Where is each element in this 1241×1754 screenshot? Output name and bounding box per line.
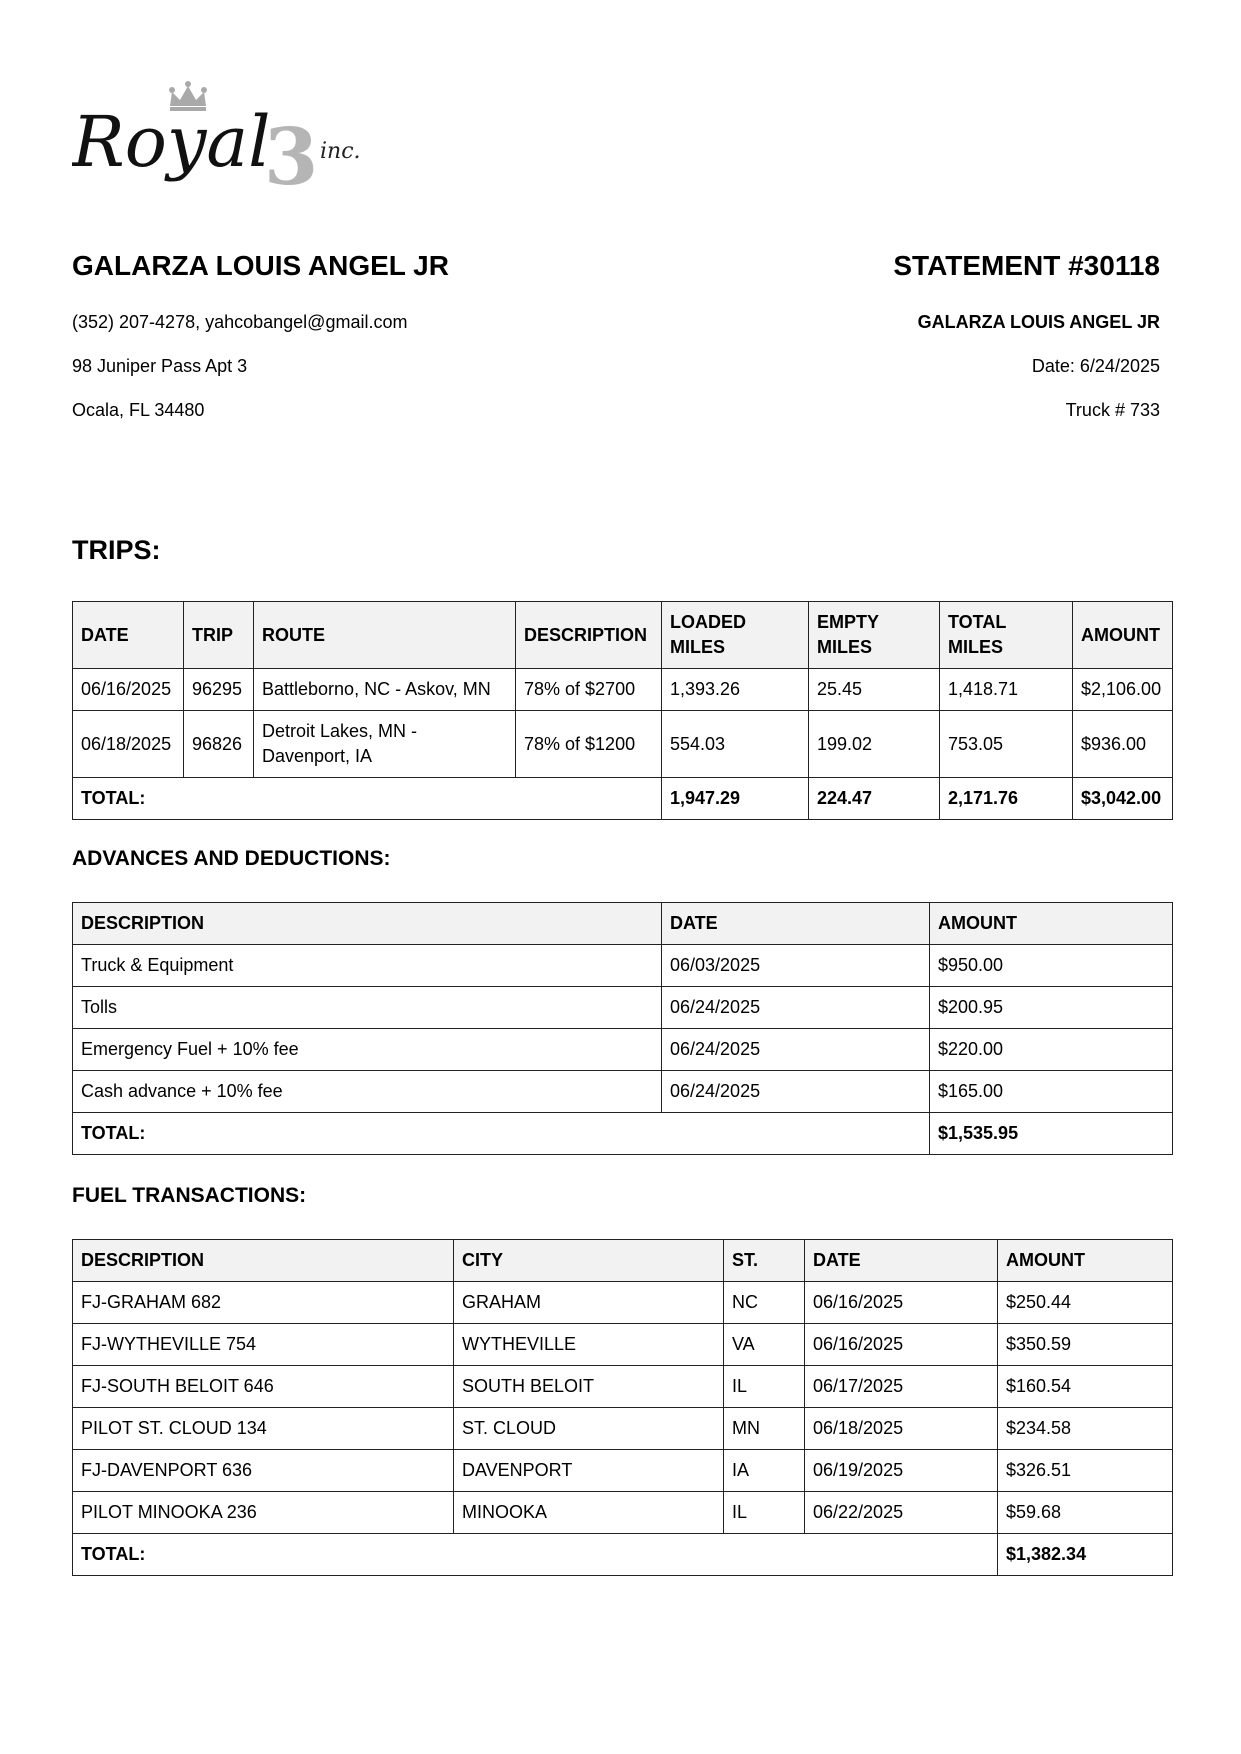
trip-loaded-miles: 554.03 <box>662 711 809 778</box>
fuel-description: FJ-GRAHAM 682 <box>73 1282 454 1324</box>
table-header-row <box>73 1240 1173 1282</box>
table-row <box>73 1366 1173 1408</box>
statement-truck: Truck # 733 <box>1065 400 1160 420</box>
fuel-description: FJ-DAVENPORT 636 <box>73 1450 454 1492</box>
trip-description: 78% of $2700 <box>516 669 662 711</box>
fuel-amount: $59.68 <box>998 1492 1173 1534</box>
driver-address-line2: Ocala, FL 34480 <box>72 400 205 420</box>
column-header: DESCRIPTION <box>73 1240 454 1282</box>
total-label: TOTAL: <box>73 1534 998 1576</box>
trip-empty-miles: 25.45 <box>809 669 940 711</box>
trip-total-miles: 753.05 <box>940 711 1073 778</box>
table-row <box>73 1492 1173 1534</box>
deduction-date: 06/24/2025 <box>662 1029 930 1071</box>
column-header: DESCRIPTION <box>516 602 662 669</box>
fuel-amount: $250.44 <box>998 1282 1173 1324</box>
company-logo <box>72 76 392 194</box>
fuel-city: MINOOKA <box>454 1492 724 1534</box>
trip-route: Detroit Lakes, MN - Davenport, IA <box>254 711 516 778</box>
trip-number: 96295 <box>184 669 254 711</box>
svg-text:3: 3 <box>264 112 319 194</box>
deductions-table <box>72 902 1173 1155</box>
table-row <box>73 1324 1173 1366</box>
table-row <box>73 987 1173 1029</box>
column-header: DATE <box>805 1240 998 1282</box>
trips-table <box>72 601 1173 820</box>
table-header-row <box>73 602 1173 669</box>
trip-date: 06/18/2025 <box>73 711 184 778</box>
column-header: DESCRIPTION <box>73 903 662 945</box>
fuel-description: PILOT MINOOKA 236 <box>73 1492 454 1534</box>
fuel-date: 06/16/2025 <box>805 1282 998 1324</box>
fuel-state: NC <box>724 1282 805 1324</box>
fuel-date: 06/22/2025 <box>805 1492 998 1534</box>
fuel-amount: $234.58 <box>998 1408 1173 1450</box>
column-header: EMPTY MILES <box>809 602 940 669</box>
column-header: TRIP <box>184 602 254 669</box>
statement-driver-name: GALARZA LOUIS ANGEL JR <box>917 312 1160 332</box>
trip-route: Battleborno, NC - Askov, MN <box>254 669 516 711</box>
column-header: ROUTE <box>254 602 516 669</box>
column-header: ST. <box>724 1240 805 1282</box>
column-header: DATE <box>662 903 930 945</box>
trip-amount: $2,106.00 <box>1073 669 1173 711</box>
fuel-city: SOUTH BELOIT <box>454 1366 724 1408</box>
fuel-city: DAVENPORT <box>454 1450 724 1492</box>
statement-title: STATEMENT #30118 <box>893 250 1160 281</box>
table-row <box>73 1071 1173 1113</box>
trip-date: 06/16/2025 <box>73 669 184 711</box>
column-header: AMOUNT <box>998 1240 1173 1282</box>
fuel-table <box>72 1239 1173 1576</box>
total-loaded-miles: 1,947.29 <box>662 778 809 820</box>
fuel-date: 06/19/2025 <box>805 1450 998 1492</box>
fuel-date: 06/18/2025 <box>805 1408 998 1450</box>
fuel-date: 06/16/2025 <box>805 1324 998 1366</box>
table-total-row <box>73 1534 1173 1576</box>
trip-amount: $936.00 <box>1073 711 1173 778</box>
column-header: LOADED MILES <box>662 602 809 669</box>
driver-name-heading: GALARZA LOUIS ANGEL JR <box>72 250 449 281</box>
fuel-city: GRAHAM <box>454 1282 724 1324</box>
table-row <box>73 711 1173 778</box>
fuel-description: PILOT ST. CLOUD 134 <box>73 1408 454 1450</box>
trip-number: 96826 <box>184 711 254 778</box>
column-header: DATE <box>73 602 184 669</box>
fuel-amount: $350.59 <box>998 1324 1173 1366</box>
total-label: TOTAL: <box>73 778 662 820</box>
column-header: AMOUNT <box>930 903 1173 945</box>
total-amount: $3,042.00 <box>1073 778 1173 820</box>
deduction-date: 06/24/2025 <box>662 987 930 1029</box>
deduction-amount: $165.00 <box>930 1071 1173 1113</box>
total-miles: 2,171.76 <box>940 778 1073 820</box>
trip-loaded-miles: 1,393.26 <box>662 669 809 711</box>
table-row <box>73 1408 1173 1450</box>
trip-description: 78% of $1200 <box>516 711 662 778</box>
table-total-row <box>73 1113 1173 1155</box>
fuel-state: IL <box>724 1492 805 1534</box>
fuel-state: IL <box>724 1366 805 1408</box>
total-label: TOTAL: <box>73 1113 930 1155</box>
deductions-heading: ADVANCES AND DEDUCTIONS: <box>72 847 391 870</box>
column-header: AMOUNT <box>1073 602 1173 669</box>
fuel-amount: $326.51 <box>998 1450 1173 1492</box>
deduction-description: Cash advance + 10% fee <box>73 1071 662 1113</box>
fuel-state: MN <box>724 1408 805 1450</box>
deduction-description: Emergency Fuel + 10% fee <box>73 1029 662 1071</box>
total-amount: $1,382.34 <box>998 1534 1173 1576</box>
table-row <box>73 669 1173 711</box>
statement-date: Date: 6/24/2025 <box>1031 356 1160 376</box>
table-row <box>73 945 1173 987</box>
driver-contact: (352) 207-4278, yahcobangel@gmail.com <box>72 312 408 332</box>
fuel-state: VA <box>724 1324 805 1366</box>
fuel-date: 06/17/2025 <box>805 1366 998 1408</box>
fuel-description: FJ-WYTHEVILLE 754 <box>73 1324 454 1366</box>
deduction-amount: $950.00 <box>930 945 1173 987</box>
deduction-date: 06/24/2025 <box>662 1071 930 1113</box>
column-header: TOTAL MILES <box>940 602 1073 669</box>
table-row <box>73 1282 1173 1324</box>
fuel-city: ST. CLOUD <box>454 1408 724 1450</box>
trip-empty-miles: 199.02 <box>809 711 940 778</box>
deduction-date: 06/03/2025 <box>662 945 930 987</box>
driver-address-line1: 98 Juniper Pass Apt 3 <box>72 356 248 376</box>
total-amount: $1,535.95 <box>930 1113 1173 1155</box>
deduction-amount: $200.95 <box>930 987 1173 1029</box>
table-row <box>73 1450 1173 1492</box>
table-header-row <box>73 903 1173 945</box>
table-total-row <box>73 778 1173 820</box>
fuel-amount: $160.54 <box>998 1366 1173 1408</box>
table-row <box>73 1029 1173 1071</box>
deduction-amount: $220.00 <box>930 1029 1173 1071</box>
deduction-description: Truck & Equipment <box>73 945 662 987</box>
fuel-state: IA <box>724 1450 805 1492</box>
total-empty-miles: 224.47 <box>809 778 940 820</box>
fuel-city: WYTHEVILLE <box>454 1324 724 1366</box>
trip-total-miles: 1,418.71 <box>940 669 1073 711</box>
svg-text:Royal: Royal <box>72 101 271 183</box>
fuel-description: FJ-SOUTH BELOIT 646 <box>73 1366 454 1408</box>
column-header: CITY <box>454 1240 724 1282</box>
svg-text:inc.: inc. <box>320 139 361 164</box>
deduction-description: Tolls <box>73 987 662 1029</box>
trips-heading: TRIPS: <box>72 535 161 565</box>
fuel-heading: FUEL TRANSACTIONS: <box>72 1184 307 1207</box>
